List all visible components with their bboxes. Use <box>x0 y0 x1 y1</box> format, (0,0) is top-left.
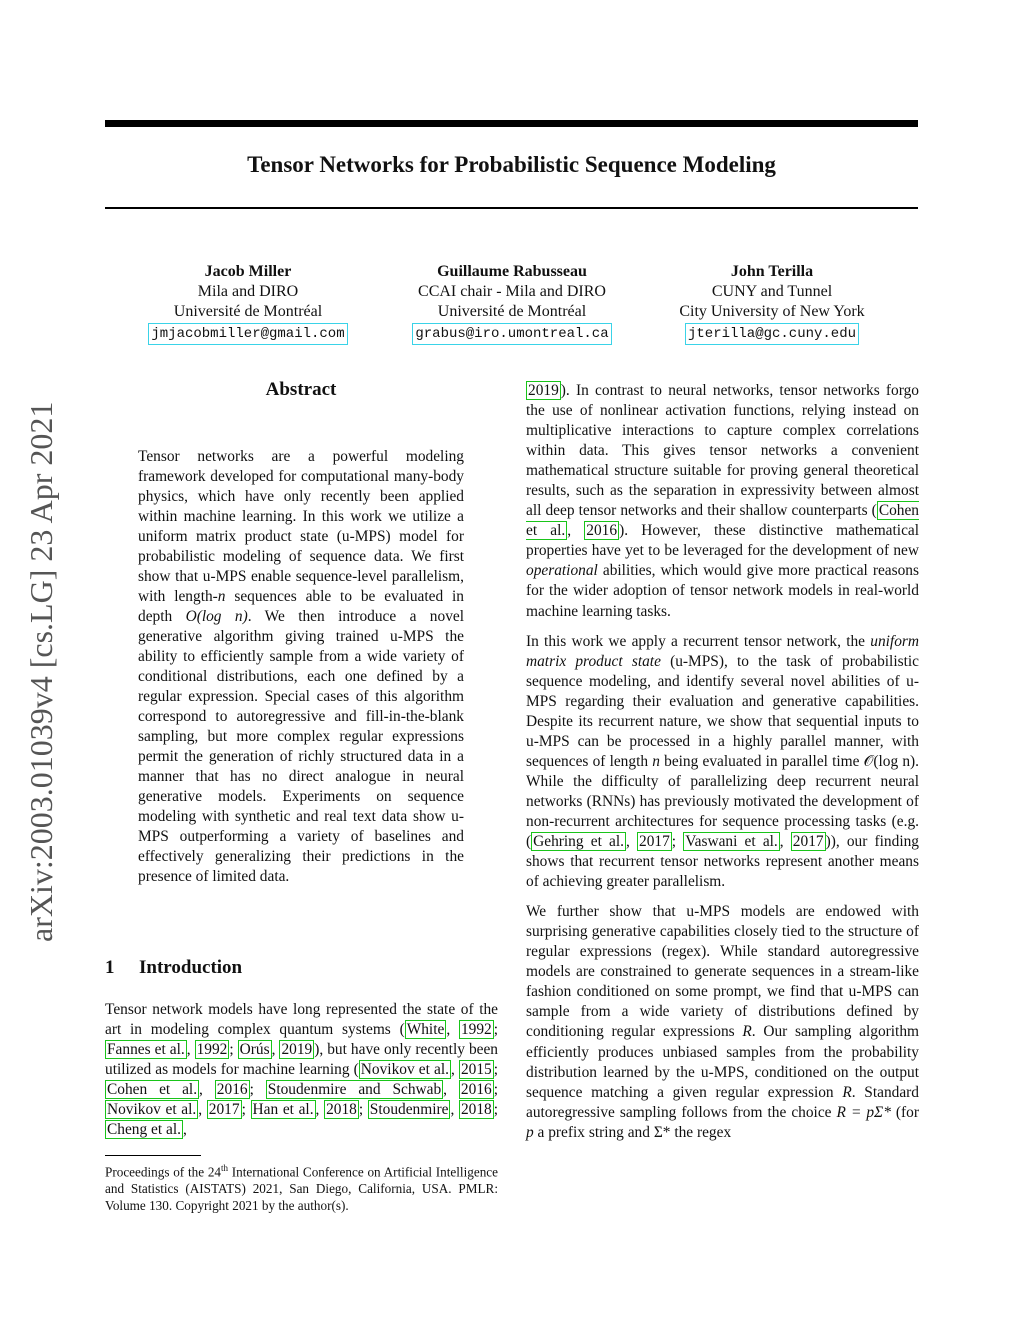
citation-link[interactable]: Vaswani et al. <box>685 833 778 851</box>
citation-link[interactable]: 2019 <box>528 382 559 399</box>
author-affiliation: Mila and DIRO <box>197 283 299 300</box>
citation-link[interactable]: Fannes et al. <box>107 1041 185 1059</box>
citation-link[interactable]: Cohen et al. <box>526 502 919 540</box>
author-affiliation: CUNY and Tunnel <box>711 283 833 300</box>
citation-link[interactable]: 2018 <box>326 1101 357 1119</box>
intro-paragraph-1-cont: 2019 ). In contrast to neural networks, tensor networks forgo the use of nonlinear activation functions, relying instead on multiplicative interactions to capture complex correlations within data. This gives tensor networks a convenient mathematical structure suitable for proving general theoretical results, such as the separation in expressivity between almost all deep tensor networks and their shallow counterparts ( Cohen et al. , 2016 ). However, these distinctive mathematical properties have yet to be leveraged for the development of new operational abilities, which would give more practical reasons for the wider adoption of tensor network models in real-world machine learning tasks. <box>526 382 920 620</box>
author-email-link[interactable]: jterilla@gc.cuny.edu <box>685 323 859 345</box>
citation-link[interactable]: 2017 <box>792 833 824 851</box>
abstract-heading: Abstract <box>265 379 337 400</box>
author-2 <box>362 262 662 345</box>
citation-link[interactable]: 2016 <box>460 1081 492 1099</box>
abstract-text: Tensor networks are a powerful modeling framework developed for computational many-body physics, which have only recently been applied within machine learning. In this work we utilize a uniform matrix product state (u-MPS) model for probabilistic modeling of sequence data. We first show that u-MPS enable sequence-level parallelism, with length-n sequences able to be evaluated in depth O(log n). We then introduce a novel generative algorithm giving trained u-MPS the ability to efficiently sample from a wide variety of conditional distributions, each one defined by a regular expression. Special cases of this algorithm correspond to autoregressive and fill-in-the-blank sampling, but more complex regular expressions permit the generation of richly structured data in a manner that has no direct analogue in neural generative models. Experiments on sequence modeling with synthetic and real text data show u-MPS outperforming a variety of baselines and effectively generalizing their predictions in the presence of limited data. <box>138 448 465 886</box>
author-3 <box>622 262 922 345</box>
citation-link[interactable]: Cheng et al. <box>107 1121 181 1139</box>
author-name: Guillaume Rabusseau <box>437 263 587 280</box>
citation-link[interactable]: 2016 <box>586 522 618 540</box>
citation-link[interactable]: Novikov et al. <box>107 1101 197 1119</box>
intro-paragraph-3: We further show that u-MPS models are endowed with surprising generative capabilities closely tied to the structure of regular expressions (regex). While standard autoregressive models are constrained to generate sequences in a stream-like fashion conditioned on some prompt, we find that u-MPS can sample from a wide variety of distributions defined by conditioning regular expressions R. Our sampling algorithm efficiently produces unbiased samples from the probability distribution learned by the u-MPS, conditioned on the output sequence matching a given regular expression R. Standard autoregressive sampling follows from the choice R = pΣ* (for p a prefix string and Σ* the regex <box>526 903 919 1141</box>
author-affiliation: Université de Montréal <box>437 303 587 320</box>
author-name: Jacob Miller <box>204 263 292 280</box>
citation-link[interactable]: 2017 <box>208 1101 240 1119</box>
intro-paragraph-2: In this work we apply a recurrent tensor network, the uniform matrix product state (u-MPS), to the task of probabilistic sequence modeling, and identify several novel abilities of u-MPS regarding their evaluation and generative capabilities. Despite its recurrent nature, we show that sequential inputs to u-MPS can be processed in a highly parallel manner, with sequences of length n being evaluated in parallel time 𝒪(log n). While the difficulty of parallelizing deep recurrent neural networks (RNNs) has previously motivated the development of non-recurrent architectures for sequence processing tasks (e.g. ( Gehring et al. , 2017 ; Vaswani et al. , 2017 )), our finding shows that recurrent tensor networks represent another means of achieving greater parallelism. <box>526 632 920 891</box>
citation-link[interactable]: 2019 <box>281 1041 313 1059</box>
section-number: 1 <box>105 957 115 978</box>
citation-link[interactable]: Novikov et al. <box>360 1061 449 1079</box>
left-column-text <box>105 1000 498 1140</box>
citation-link[interactable]: Han et al. <box>252 1101 314 1119</box>
footnote: Proceedings of the 24th International Conference on Artificial Intelligence and Statistics (AISTATS) 2021, San Diego, California, USA. PMLR: Volume 130. Copyright 2021 by the author(s). <box>105 1163 498 1214</box>
citation-link[interactable]: Cohen et al. <box>107 1081 198 1099</box>
section-heading <box>105 957 505 979</box>
title-rule-top <box>105 120 918 127</box>
citation-link[interactable]: 2018 <box>460 1101 492 1119</box>
citation-link[interactable]: Stoudenmire <box>369 1101 449 1119</box>
citation-link[interactable]: Orús <box>239 1041 270 1059</box>
citation-link[interactable]: 2017 <box>639 833 670 851</box>
author-email-link[interactable]: grabus@iro.umontreal.ca <box>412 323 611 345</box>
citation-link[interactable]: Gehring et al. <box>533 833 624 851</box>
right-column-text <box>526 381 919 1143</box>
citation-link[interactable]: White <box>406 1021 445 1039</box>
paper-title: Tensor Networks for Probabilistic Sequence Modeling <box>247 152 776 177</box>
author-email-link[interactable]: jmjacobmiller@gmail.com <box>148 323 347 345</box>
citation-link[interactable]: 1992 <box>460 1021 492 1039</box>
author-affiliation: CCAI chair - Mila and DIRO <box>418 283 606 300</box>
title-rule-bottom <box>105 207 918 209</box>
citation-link[interactable]: 1992 <box>196 1041 228 1059</box>
author-1 <box>98 262 398 345</box>
citation-link[interactable]: 2015 <box>460 1061 492 1079</box>
citation-link[interactable]: Stoudenmire and Schwab <box>267 1081 442 1099</box>
author-affiliation: Université de Montréal <box>173 303 323 320</box>
citation-link[interactable]: 2016 <box>216 1081 248 1099</box>
author-affiliation: City University of New York <box>679 303 865 320</box>
author-name: John Terilla <box>730 263 814 280</box>
footnote-rule <box>105 1155 201 1156</box>
section-title: Introduction <box>139 957 243 978</box>
intro-paragraph-1: Tensor network models have long represented the state of the art in modeling complex quantum systems ( White , 1992 ; Fannes et al. , 1992 ; Orús , 2019 ), but have only recently been utilized as models for machine learning ( Novikov et al. , 2015 ; Cohen et al. , 2016 ; Stoudenmire and Schwab , 2016 ; Novikov et al. , 2017 ; Han et al. , 2018 ; Stoudenmire , 2018 ; Cheng et al. , <box>105 1001 499 1139</box>
arxiv-stamp: arXiv:2003.01039v4 [cs.LG] 23 Apr 2021 <box>23 401 59 942</box>
